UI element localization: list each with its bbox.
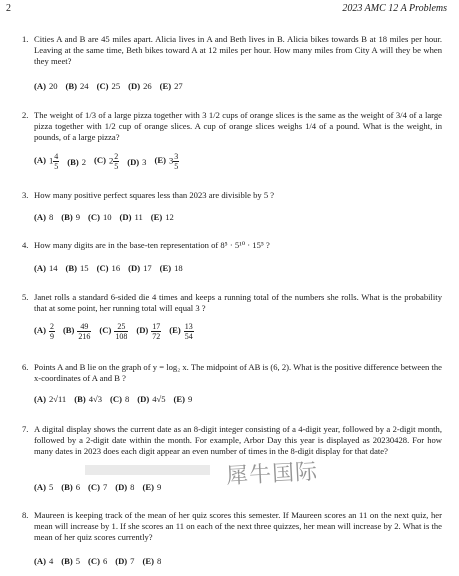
answer-choices-8 <box>34 555 169 566</box>
choice-value: 25 <box>111 81 121 92</box>
problem-7 <box>22 424 442 457</box>
choice-letter: (A) <box>34 394 46 405</box>
answer-choice <box>160 81 183 91</box>
choice-letter: (A) <box>34 556 46 567</box>
choice-letter: (D) <box>119 212 132 223</box>
choice-letter: (E) <box>150 212 163 223</box>
choice-value: 7 <box>130 556 135 567</box>
choice-letter: (E) <box>173 394 185 405</box>
answer-choice <box>61 482 80 492</box>
answer-choice <box>88 212 112 222</box>
watermark-text: 犀牛国际 <box>225 459 319 490</box>
problem-text: Janet rolls a standard 6-sided die 4 times and keeps a running total of the numbers she rolls. What is the probability that at some point, her running total will equal 3 ? <box>34 292 442 313</box>
choice-letter: (B) <box>67 156 79 167</box>
fraction-numerator: 2 <box>49 322 54 331</box>
choice-value: 4 <box>48 556 54 567</box>
problem-text: Points A and B lie on the graph of y = log₂ x. The midpoint of AB is (6, 2). What is the positive difference between the x-coordinates of A and B ? <box>34 362 442 383</box>
problem-number: 3. <box>22 190 29 200</box>
problem-number: 5. <box>22 292 29 302</box>
choice-value: 3 <box>142 156 147 167</box>
problem-text: A digital display shows the current date as an 8-digit integer consisting of a 4-digit year, followed by a 2-digit month, followed by a 2-digit date within the month. For example, Arbor Day this year is displayed as 20230428. For how many dates in 2023 does each digit appear an even number of times in the 8-digit display for that date? <box>34 424 442 456</box>
problem-text: Cities A and B are 45 miles apart. Alicia lives in A and Beth lives in B. Alicia bikes towards B at 18 miles per hour. Leaving at the same time, Beth bikes toward A at 12 miles per hour. How many miles from City A will they be when they meet? <box>34 34 442 66</box>
choice-letter: (B) <box>74 394 86 405</box>
answer-choice <box>34 482 53 492</box>
choice-letter: (C) <box>99 325 112 336</box>
answer-choice <box>34 263 58 273</box>
choice-value: 8 <box>156 556 162 567</box>
answer-choice <box>154 152 179 171</box>
choice-letter: (E) <box>169 325 181 336</box>
choice-letter: (E) <box>142 482 154 493</box>
answer-choice <box>88 482 107 492</box>
choice-fraction <box>53 152 59 171</box>
choice-letter: (A) <box>34 212 46 223</box>
problem-2 <box>22 110 442 143</box>
problem-text: The weight of 1/3 of a large pizza together with 3 1/2 cups of orange slices is the same as the weight of 3/4 of a large pizza together with 1/2 cup of orange slices. A cup of orange slices weighs 1/4 of a pound. What is the weight, in pounds, of a large pizza? <box>34 110 442 142</box>
choice-fraction <box>113 152 119 171</box>
choice-value: 27 <box>174 81 183 92</box>
answer-choice <box>115 556 134 566</box>
answer-choice <box>34 152 59 171</box>
choice-whole: 1 <box>48 155 54 166</box>
answer-choice <box>127 157 146 167</box>
answer-choice <box>136 322 161 341</box>
problem-number: 8. <box>22 510 29 520</box>
fraction-denominator: 216 <box>78 332 91 341</box>
choice-value: 8 <box>130 482 135 493</box>
fraction-numerator: 3 <box>174 152 179 161</box>
fraction-denominator: 5 <box>54 162 59 171</box>
problem-number: 4. <box>22 240 29 250</box>
fraction-denominator: 9 <box>49 332 54 341</box>
choice-value: 15 <box>80 263 89 274</box>
answer-choice <box>142 482 161 492</box>
choice-letter: (B) <box>65 81 77 92</box>
choice-letter: (A) <box>34 482 46 493</box>
answer-choices-5 <box>34 322 202 341</box>
choice-value: 9 <box>156 482 162 493</box>
answer-choice <box>151 212 174 222</box>
problem-3 <box>22 190 442 201</box>
answer-choices-7 <box>34 481 169 492</box>
answer-choice <box>34 81 58 91</box>
answer-choice <box>120 212 143 222</box>
choice-value: 4√5 <box>152 394 166 405</box>
choice-letter: (A) <box>34 263 46 274</box>
fraction-denominator: 54 <box>184 332 193 341</box>
choice-letter: (A) <box>34 155 46 166</box>
problem-4 <box>22 240 442 251</box>
answer-choice <box>142 556 161 566</box>
answer-choice <box>94 152 119 171</box>
problem-number: 1. <box>22 34 29 44</box>
problem-number: 7. <box>22 424 29 434</box>
choice-fraction <box>184 322 194 341</box>
choice-letter: (A) <box>34 81 46 92</box>
choice-letter: (D) <box>127 156 140 167</box>
fraction-numerator: 49 <box>80 322 89 331</box>
choice-value: 4√3 <box>88 394 103 405</box>
answer-choice <box>34 556 53 566</box>
choice-letter: (C) <box>110 394 122 405</box>
problem-5 <box>22 292 442 314</box>
choice-fraction <box>114 322 128 341</box>
choice-letter: (B) <box>61 556 73 567</box>
answer-choice <box>67 157 86 167</box>
answer-choice <box>110 394 129 404</box>
fraction-numerator: 17 <box>152 322 161 331</box>
answer-choice <box>128 81 152 91</box>
answer-choice <box>66 81 89 91</box>
choice-fraction <box>173 152 179 171</box>
answer-choice <box>34 394 66 404</box>
choice-value: 8 <box>48 212 54 223</box>
answer-choices-2 <box>34 152 187 171</box>
choice-letter: (D) <box>115 482 128 493</box>
answer-choices-1 <box>34 80 191 91</box>
scan-smear <box>85 465 210 475</box>
page-number: 2 <box>6 3 11 14</box>
choice-fraction <box>77 322 91 341</box>
choice-letter: (D) <box>128 263 141 274</box>
choice-whole: 3 <box>168 155 174 166</box>
answer-choices-4 <box>34 262 191 273</box>
fraction-denominator: 5 <box>114 162 119 171</box>
problem-text: Maureen is keeping track of the mean of her quiz scores this semester. If Maureen scores an 11 on the next quiz, her mean will increase by 1. If she scores an 11 on each of the next three quizzes, her mean will increase by 2. What is the mean of her quiz scores currently? <box>34 510 442 542</box>
choice-value: 10 <box>102 212 112 223</box>
choice-value: 8 <box>124 394 130 405</box>
choice-fraction <box>151 322 161 341</box>
problem-8 <box>22 510 442 543</box>
answer-choice <box>174 394 193 404</box>
choice-letter: (C) <box>96 263 109 274</box>
choice-value: 2√11 <box>48 394 67 405</box>
fraction-numerator: 4 <box>54 152 59 161</box>
choice-letter: (C) <box>88 482 100 493</box>
answer-choice <box>160 263 183 273</box>
choice-letter: (C) <box>88 556 100 567</box>
choice-fraction <box>49 322 55 341</box>
answer-choice <box>66 263 89 273</box>
choice-letter: (C) <box>96 81 109 92</box>
answer-choice <box>61 556 80 566</box>
choice-value: 11 <box>134 212 143 223</box>
answer-choice <box>99 322 128 341</box>
answer-choice <box>61 212 80 222</box>
choice-value: 14 <box>48 263 58 274</box>
answer-choice <box>74 394 102 404</box>
answer-choice <box>63 322 91 341</box>
choice-letter: (B) <box>65 263 77 274</box>
answer-choice <box>128 263 152 273</box>
problem-1 <box>22 34 442 67</box>
choice-value: 18 <box>174 263 183 274</box>
choice-value: 5 <box>75 556 80 567</box>
fraction-denominator: 72 <box>152 332 161 341</box>
answer-choice <box>97 263 121 273</box>
fraction-numerator: 2 <box>114 152 119 161</box>
problem-number: 6. <box>22 362 29 372</box>
choice-value: 5 <box>48 482 54 493</box>
choice-value: 16 <box>111 263 121 274</box>
choice-letter: (D) <box>137 394 150 405</box>
answer-choice <box>115 482 134 492</box>
fraction-denominator: 108 <box>115 332 128 341</box>
answer-choice <box>97 81 121 91</box>
choice-value: 20 <box>48 81 58 92</box>
choice-letter: (E) <box>154 155 166 166</box>
fraction-numerator: 25 <box>117 322 126 331</box>
choice-letter: (E) <box>159 263 172 274</box>
choice-letter: (B) <box>61 212 73 223</box>
answer-choice <box>88 556 107 566</box>
answer-choice <box>137 394 165 404</box>
answer-choice <box>169 322 193 341</box>
running-head-title: 2023 AMC 12 A Problems <box>342 3 447 14</box>
choice-letter: (A) <box>34 325 46 336</box>
choice-letter: (D) <box>115 556 128 567</box>
choice-value: 9 <box>75 212 80 223</box>
choice-value: 17 <box>143 263 152 274</box>
choice-value: 2 <box>81 156 86 167</box>
answer-choices-6 <box>34 393 200 404</box>
choice-letter: (D) <box>128 81 141 92</box>
choice-letter: (E) <box>159 81 172 92</box>
answer-choice <box>34 322 55 341</box>
choice-letter: (C) <box>88 212 100 223</box>
choice-value: 26 <box>143 81 152 92</box>
choice-letter: (E) <box>142 556 154 567</box>
answer-choices-3 <box>34 211 182 222</box>
choice-letter: (D) <box>136 325 149 336</box>
fraction-numerator: 13 <box>184 322 193 331</box>
choice-value: 9 <box>187 394 193 405</box>
choice-letter: (B) <box>62 325 75 336</box>
choice-value: 6 <box>75 482 80 493</box>
problem-6 <box>22 362 442 384</box>
choice-value: 12 <box>165 212 174 223</box>
choice-value: 6 <box>102 556 108 567</box>
fraction-denominator: 5 <box>174 162 179 171</box>
choice-letter: (B) <box>61 482 73 493</box>
choice-letter: (C) <box>94 155 106 166</box>
choice-value: 24 <box>80 81 89 92</box>
choice-value: 7 <box>102 482 108 493</box>
choice-whole: 2 <box>108 155 114 166</box>
answer-choice <box>34 212 53 222</box>
problem-text: How many digits are in the base-ten representation of 8⁵ · 5¹⁰ · 15⁵ ? <box>34 240 270 250</box>
problem-number: 2. <box>22 110 29 120</box>
problem-text: How many positive perfect squares less than 2023 are divisible by 5 ? <box>34 190 275 200</box>
